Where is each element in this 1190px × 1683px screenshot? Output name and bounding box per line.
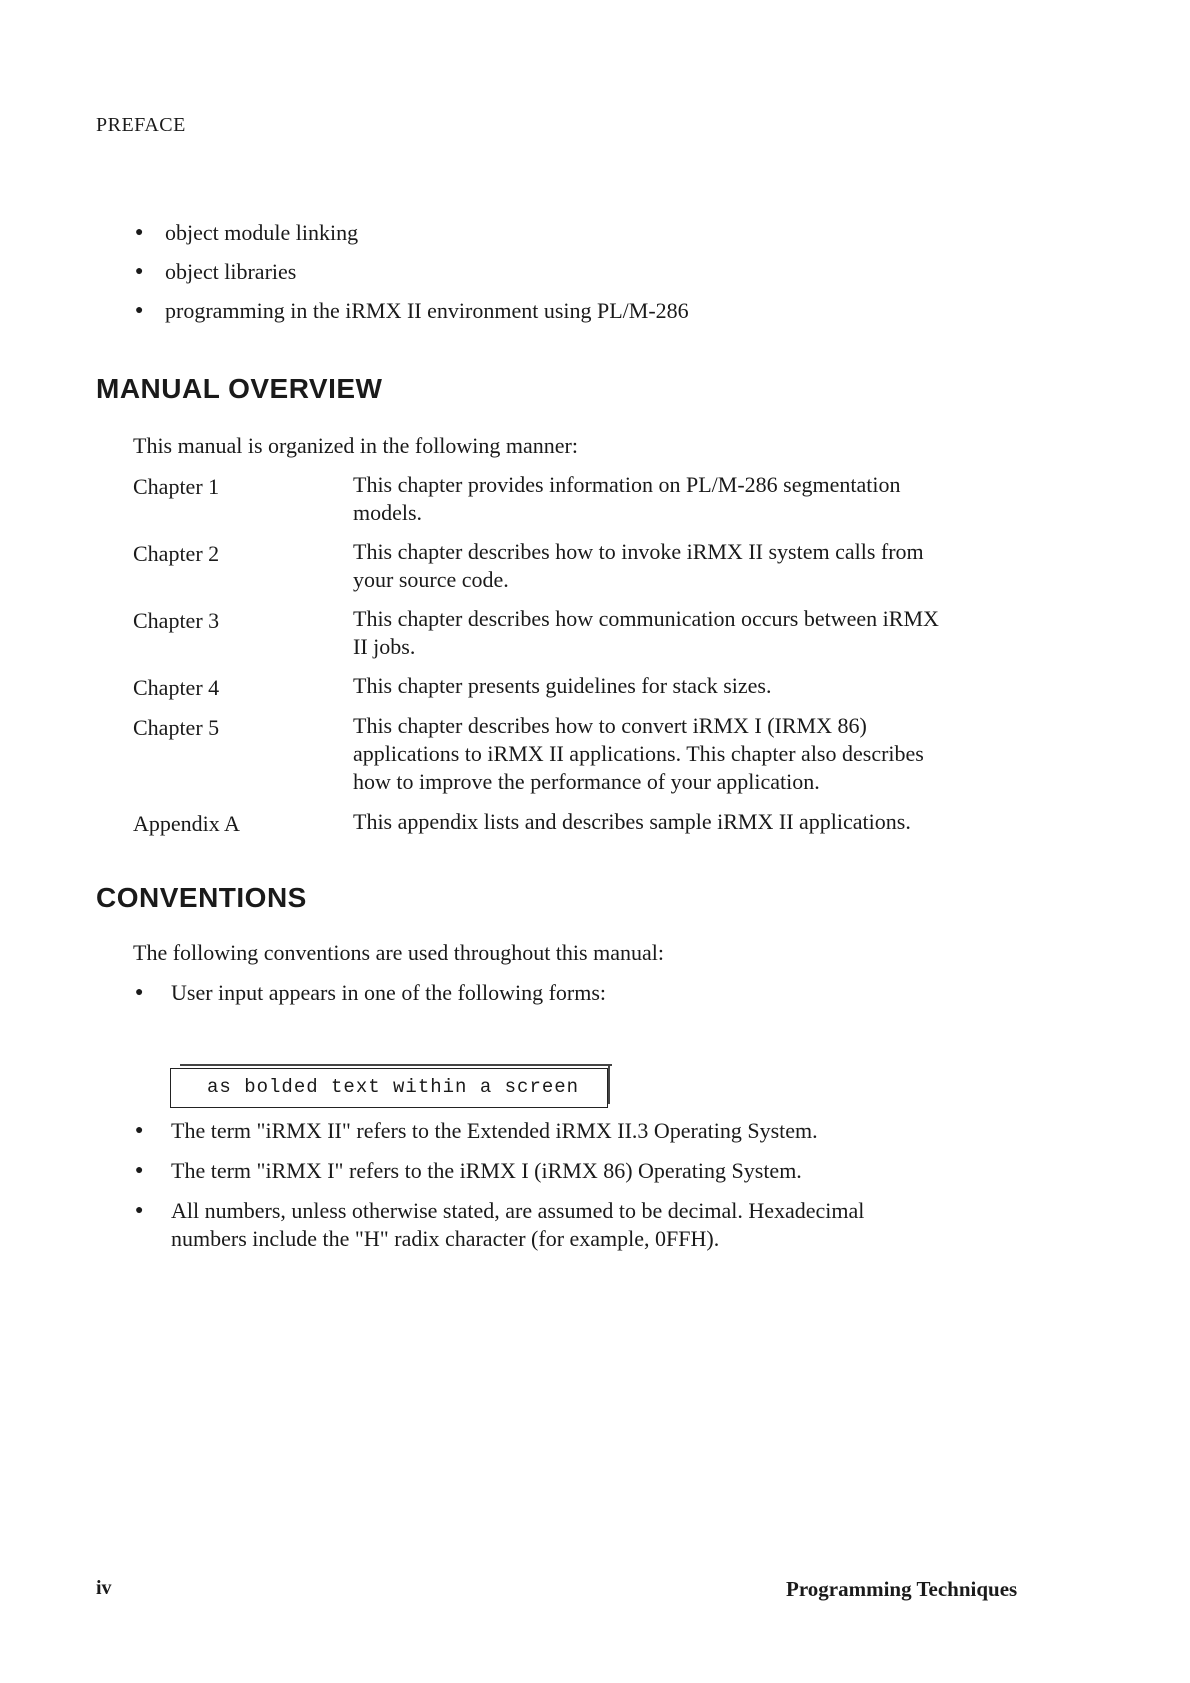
description-line: This chapter provides information on PL/M-286 segmentation [353,472,901,497]
description-line: models. [353,500,423,525]
chapter-description [353,605,993,661]
bullet-icon: ● [135,1123,144,1138]
screen-example: as bolded text within a screen [170,1068,608,1108]
conventions-intro: The following conventions are used throughout this manual: [133,940,664,965]
bullet-icon: ● [135,985,144,1000]
list-item-text: object libraries [165,259,297,284]
description-line: This chapter describes how to invoke iRMX II system calls from [353,539,924,564]
chapter-label: Chapter 4 [133,675,220,700]
list-item-text: User input appears in one of the following forms: [171,980,607,1005]
footer-title: Programming Techniques [786,1577,1018,1601]
screen-shadow [608,1064,610,1104]
appendix-label: Appendix A [133,811,240,836]
chapter-description [353,471,993,527]
description-line: This appendix lists and describes sample iRMX II applications. [353,809,911,834]
list-item-text: object module linking [165,220,359,245]
description-line: This chapter describes how to convert iRMX I (IRMX 86) [353,713,867,738]
chapter-description [353,712,993,796]
page-number: iv [96,1577,112,1599]
bullet-icon: ● [135,264,144,279]
bullet-icon: ● [135,1203,144,1218]
list-item-text: programming in the iRMX II environment using PL/M-286 [165,298,689,323]
description-line: This chapter presents guidelines for stack sizes. [353,673,772,698]
chapter-label: Chapter 2 [133,541,220,566]
bullet-icon: ● [135,225,144,240]
chapter-label: Chapter 1 [133,474,220,499]
list-item-text [171,1197,864,1253]
appendix-description [353,808,993,836]
description-line: II jobs. [353,634,416,659]
chapter-description [353,538,993,594]
description-line: This chapter describes how communication occurs between iRMX [353,606,939,631]
list-item-text: The term "iRMX II" refers to the Extended iRMX II.3 Operating System. [171,1118,818,1143]
list-item-line: numbers include the "H" radix character (for example, 0FFH). [171,1226,720,1251]
section-header: PREFACE [96,114,186,136]
description-line: your source code. [353,567,509,592]
overview-intro: This manual is organized in the following manner: [133,433,578,458]
chapter-label: Chapter 3 [133,608,220,633]
description-line: applications to iRMX II applications. This chapter also describes [353,741,924,766]
bullet-icon: ● [135,1163,144,1178]
list-item-line: All numbers, unless otherwise stated, are assumed to be decimal. Hexadecimal [171,1198,865,1223]
list-item-text: The term "iRMX I" refers to the iRMX I (iRMX 86) Operating System. [171,1158,802,1183]
manual-overview-heading: MANUAL OVERVIEW [96,373,383,404]
bullet-icon: ● [135,303,144,318]
conventions-heading: CONVENTIONS [96,882,307,913]
chapter-description [353,672,993,700]
description-line: how to improve the performance of your application. [353,769,820,794]
screen-shadow [180,1064,612,1066]
chapter-label: Chapter 5 [133,715,220,740]
